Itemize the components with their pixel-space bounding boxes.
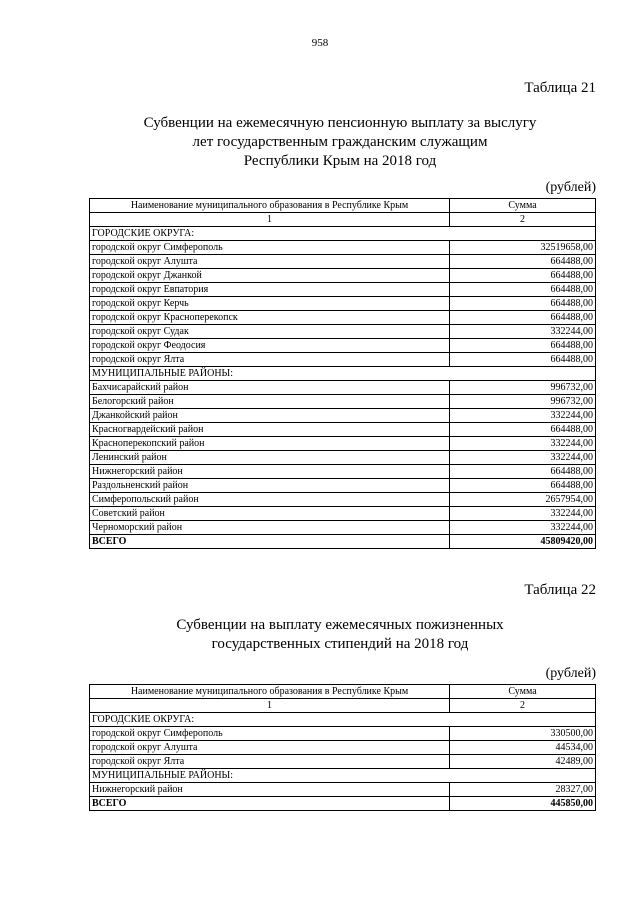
- table-row: [90, 381, 596, 395]
- table-row-amount: 664488,00: [450, 269, 596, 283]
- table-row-label: городской округ Ялта: [90, 353, 450, 367]
- table-row-amount: 664488,00: [450, 311, 596, 325]
- table-row-label: городской округ Ялта: [90, 755, 450, 769]
- table-row: [90, 465, 596, 479]
- page-number: 958: [311, 37, 329, 49]
- table-row-label: Симферопольский район: [90, 493, 450, 507]
- section-row: [90, 769, 596, 783]
- table-row: [90, 755, 596, 769]
- table-row-amount: 2657954,00: [450, 493, 596, 507]
- table-row-label: городской округ Красноперекопск: [90, 311, 450, 325]
- column-number-2: 2: [450, 699, 596, 713]
- table-row: [90, 783, 596, 797]
- table-row-label: Ленинский район: [90, 451, 450, 465]
- table-row-label: Бахчисарайский район: [90, 381, 450, 395]
- section-row: [90, 713, 596, 727]
- header-name: Наименование муниципального образования в Республике Крым: [90, 199, 450, 213]
- table-row-label: Красногвардейский район: [90, 423, 450, 437]
- section-row: [90, 367, 596, 381]
- header-name: Наименование муниципального образования в Республике Крым: [90, 685, 450, 699]
- section-row-label: МУНИЦИПАЛЬНЫЕ РАЙОНЫ:: [90, 769, 596, 783]
- table-row-amount: 332244,00: [450, 325, 596, 339]
- table-row-label: Белогорский район: [90, 395, 450, 409]
- table-row-label: Советский район: [90, 507, 450, 521]
- table-row-amount: 332244,00: [450, 507, 596, 521]
- table-row: [90, 409, 596, 423]
- table-row-amount: 332244,00: [450, 451, 596, 465]
- table-row: [90, 311, 596, 325]
- table-row-amount: 28327,00: [450, 783, 596, 797]
- table-22-units: (рублей): [545, 666, 596, 681]
- table-21-title-line: Республики Крым на 2018 год: [243, 153, 437, 169]
- table-row-label: городской округ Евпатория: [90, 283, 450, 297]
- table-row-amount: 42489,00: [450, 755, 596, 769]
- table-22: [89, 684, 596, 811]
- table-row-amount: 44534,00: [450, 741, 596, 755]
- section-row-label: ГОРОДСКИЕ ОКРУГА:: [90, 713, 596, 727]
- table-row-amount: 664488,00: [450, 423, 596, 437]
- table-row-label: Раздольненский район: [90, 479, 450, 493]
- column-number-1: 1: [90, 699, 450, 713]
- column-number-row: [90, 699, 596, 713]
- table-row: [90, 741, 596, 755]
- table-21-units: (рублей): [545, 180, 596, 195]
- table-row: [90, 727, 596, 741]
- total-row-amount: 45809420,00: [450, 535, 596, 549]
- table-row: [90, 353, 596, 367]
- table-row-label: Джанкойский район: [90, 409, 450, 423]
- table-row-amount: 664488,00: [450, 283, 596, 297]
- table-row: [90, 423, 596, 437]
- table-row: [90, 437, 596, 451]
- table-row-amount: 996732,00: [450, 381, 596, 395]
- table-row-amount: 332244,00: [450, 437, 596, 451]
- total-row-label: ВСЕГО: [90, 535, 450, 549]
- table-row: [90, 339, 596, 353]
- table-row-amount: 664488,00: [450, 465, 596, 479]
- table-21-title-line: лет государственным гражданским служащим: [192, 134, 488, 150]
- table-row: [90, 283, 596, 297]
- table-header-row: [90, 199, 596, 213]
- table-21-label: Таблица 21: [524, 80, 596, 96]
- table-row-label: Черноморский район: [90, 521, 450, 535]
- column-number-row: [90, 213, 596, 227]
- total-row-label: ВСЕГО: [90, 797, 450, 811]
- table-row-amount: 664488,00: [450, 353, 596, 367]
- table-22-title-line: Субвенции на выплату ежемесячных пожизненных: [176, 617, 504, 633]
- table-row-label: Красноперекопский район: [90, 437, 450, 451]
- table-row-label: городской округ Алушта: [90, 255, 450, 269]
- header-amount: Сумма: [450, 199, 596, 213]
- table-header-row: [90, 685, 596, 699]
- column-number-1: 1: [90, 213, 450, 227]
- table-row-label: городской округ Судак: [90, 325, 450, 339]
- table-21: [89, 198, 596, 549]
- table-row: [90, 395, 596, 409]
- table-row-amount: 996732,00: [450, 395, 596, 409]
- table-row: [90, 269, 596, 283]
- table-row-label: городской округ Симферополь: [90, 727, 450, 741]
- table-row: [90, 255, 596, 269]
- table-row-label: городской округ Джанкой: [90, 269, 450, 283]
- total-row-amount: 445850,00: [450, 797, 596, 811]
- table-row-amount: 332244,00: [450, 521, 596, 535]
- table-21-title: [60, 114, 620, 171]
- table-row: [90, 493, 596, 507]
- table-row: [90, 521, 596, 535]
- table-row-amount: 332244,00: [450, 409, 596, 423]
- table-row-label: Нижнегорский район: [90, 465, 450, 479]
- table-row-amount: 32519658,00: [450, 241, 596, 255]
- table-22-label: Таблица 22: [524, 582, 596, 598]
- table-row-label: Нижнегорский район: [90, 783, 450, 797]
- table-row: [90, 241, 596, 255]
- table-row: [90, 325, 596, 339]
- table-22-title-line: государственных стипендий на 2018 год: [211, 636, 469, 652]
- table-22-title: [60, 616, 620, 654]
- section-row: [90, 227, 596, 241]
- table-row-label: городской округ Симферополь: [90, 241, 450, 255]
- table-21-title-line: Субвенции на ежемесячную пенсионную выплату за выслугу: [143, 115, 537, 131]
- section-row-label: МУНИЦИПАЛЬНЫЕ РАЙОНЫ:: [90, 367, 596, 381]
- table-row: [90, 297, 596, 311]
- column-number-2: 2: [450, 213, 596, 227]
- table-row: [90, 479, 596, 493]
- table-row-amount: 664488,00: [450, 297, 596, 311]
- table-row-label: городской округ Алушта: [90, 741, 450, 755]
- table-row-label: городской округ Феодосия: [90, 339, 450, 353]
- section-row-label: ГОРОДСКИЕ ОКРУГА:: [90, 227, 596, 241]
- table-row: [90, 451, 596, 465]
- table-row-amount: 664488,00: [450, 479, 596, 493]
- header-amount: Сумма: [450, 685, 596, 699]
- table-row: [90, 507, 596, 521]
- table-row-label: городской округ Керчь: [90, 297, 450, 311]
- table-row-amount: 330500,00: [450, 727, 596, 741]
- total-row: [90, 797, 596, 811]
- table-row-amount: 664488,00: [450, 255, 596, 269]
- table-row-amount: 664488,00: [450, 339, 596, 353]
- total-row: [90, 535, 596, 549]
